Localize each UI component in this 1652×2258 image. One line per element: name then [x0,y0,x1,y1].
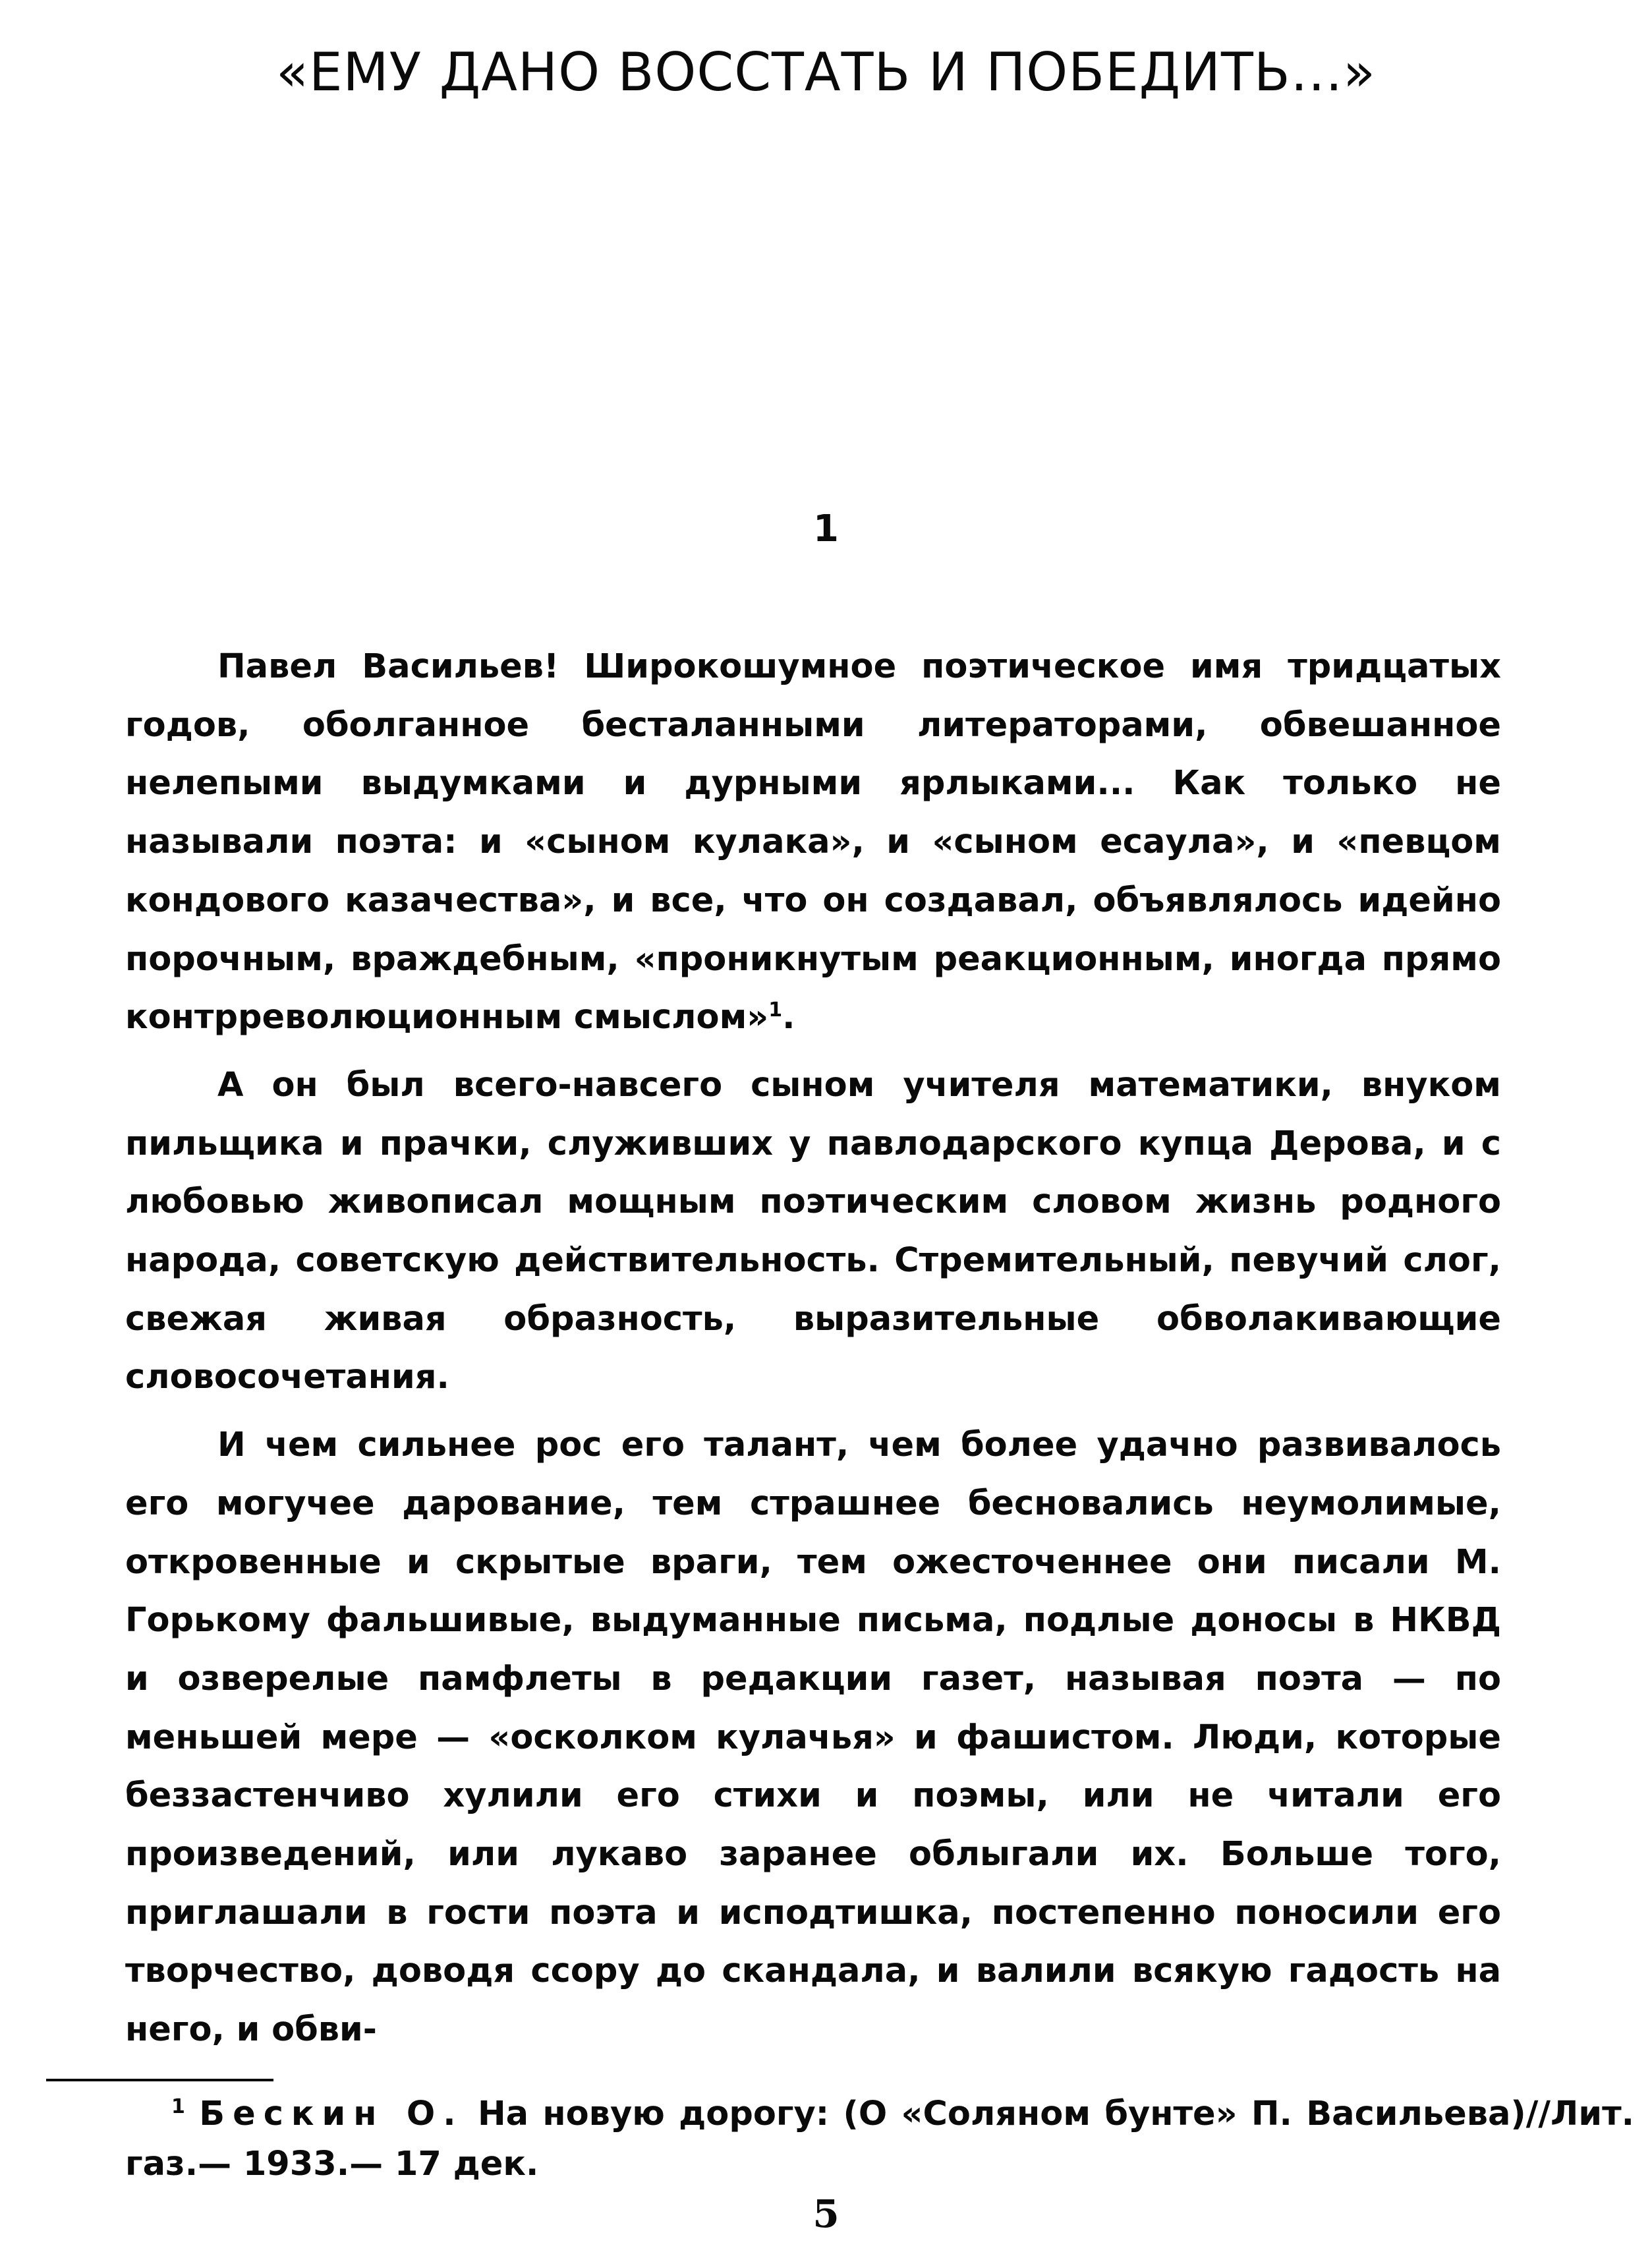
footnote-marker: 1 [171,2095,185,2118]
chapter-number: 1 [813,507,839,550]
paragraph-2: А он был всего-навсего сыном учителя математики, внуком пильщика и прачки, служивших у павлодарского купца Дерова, и с любовью живописал мощным поэтическим словом жизнь родного народа, советскую действительность. Стремительный, певучий слог, свежая живая образность, выразительные обволакивающие словосочетания. [125,1065,1501,1397]
footnote-reference[interactable]: 1 [768,999,783,1022]
paragraph-3: И чем сильнее рос его талант, чем более удачно развивалось его могучее дарование, тем страшнее бесновались неумолимые, откровенные и скрытые враги, тем ожесточеннее они писали М. Горькому фальшивые, выдуманные письма, подлые доносы в НКВД и озверелые памфлеты в редакции газет, называя поэта — по меньшей мере — «осколком кулачья» и фашистом. Люди, которые беззастенчиво хулили его стихи и поэмы, или не читали его произведений, или лукаво заранее облыгали их. Больше того, приглашали в гости поэта и исподтишка, постепенно поносили его творчество, доводя ссору до скандала, и валили всякую гадость на него, и обви- [125,1426,1501,2050]
page-title: «ЕМУ ДАНО ВОССТАТЬ И ПОБЕДИТЬ...» [276,42,1376,103]
footnote [125,2089,1634,2189]
paragraph-1 [125,638,1501,1047]
footnote-divider [46,2079,273,2081]
paragraph-1-tail: . [782,998,795,1037]
paragraph-1-text: Павел Васильев! Широкошумное поэтическое имя тридцатых годов, оболганное бесталанными литераторами, обвешанное нелепыми выдумками и дурными ярлыками... Как только не называли поэта: и «сыном кулака», и «сыном есаула», и «певцом кондового казачества», и все, что он создавал, объявлялось идейно порочным, враждебным, «проникнутым реакционным, иногда прямо контрреволюционным смыслом» [125,647,1501,1037]
page-number: 5 [812,2191,840,2236]
body-text [125,638,1501,2060]
footnote-text: На новую дорогу: (О «Соляном бунте» П. Васильева)//Лит. газ.— 1933.— 17 дек. [125,2095,1635,2184]
footnote-author: Бескин О. [199,2095,464,2133]
